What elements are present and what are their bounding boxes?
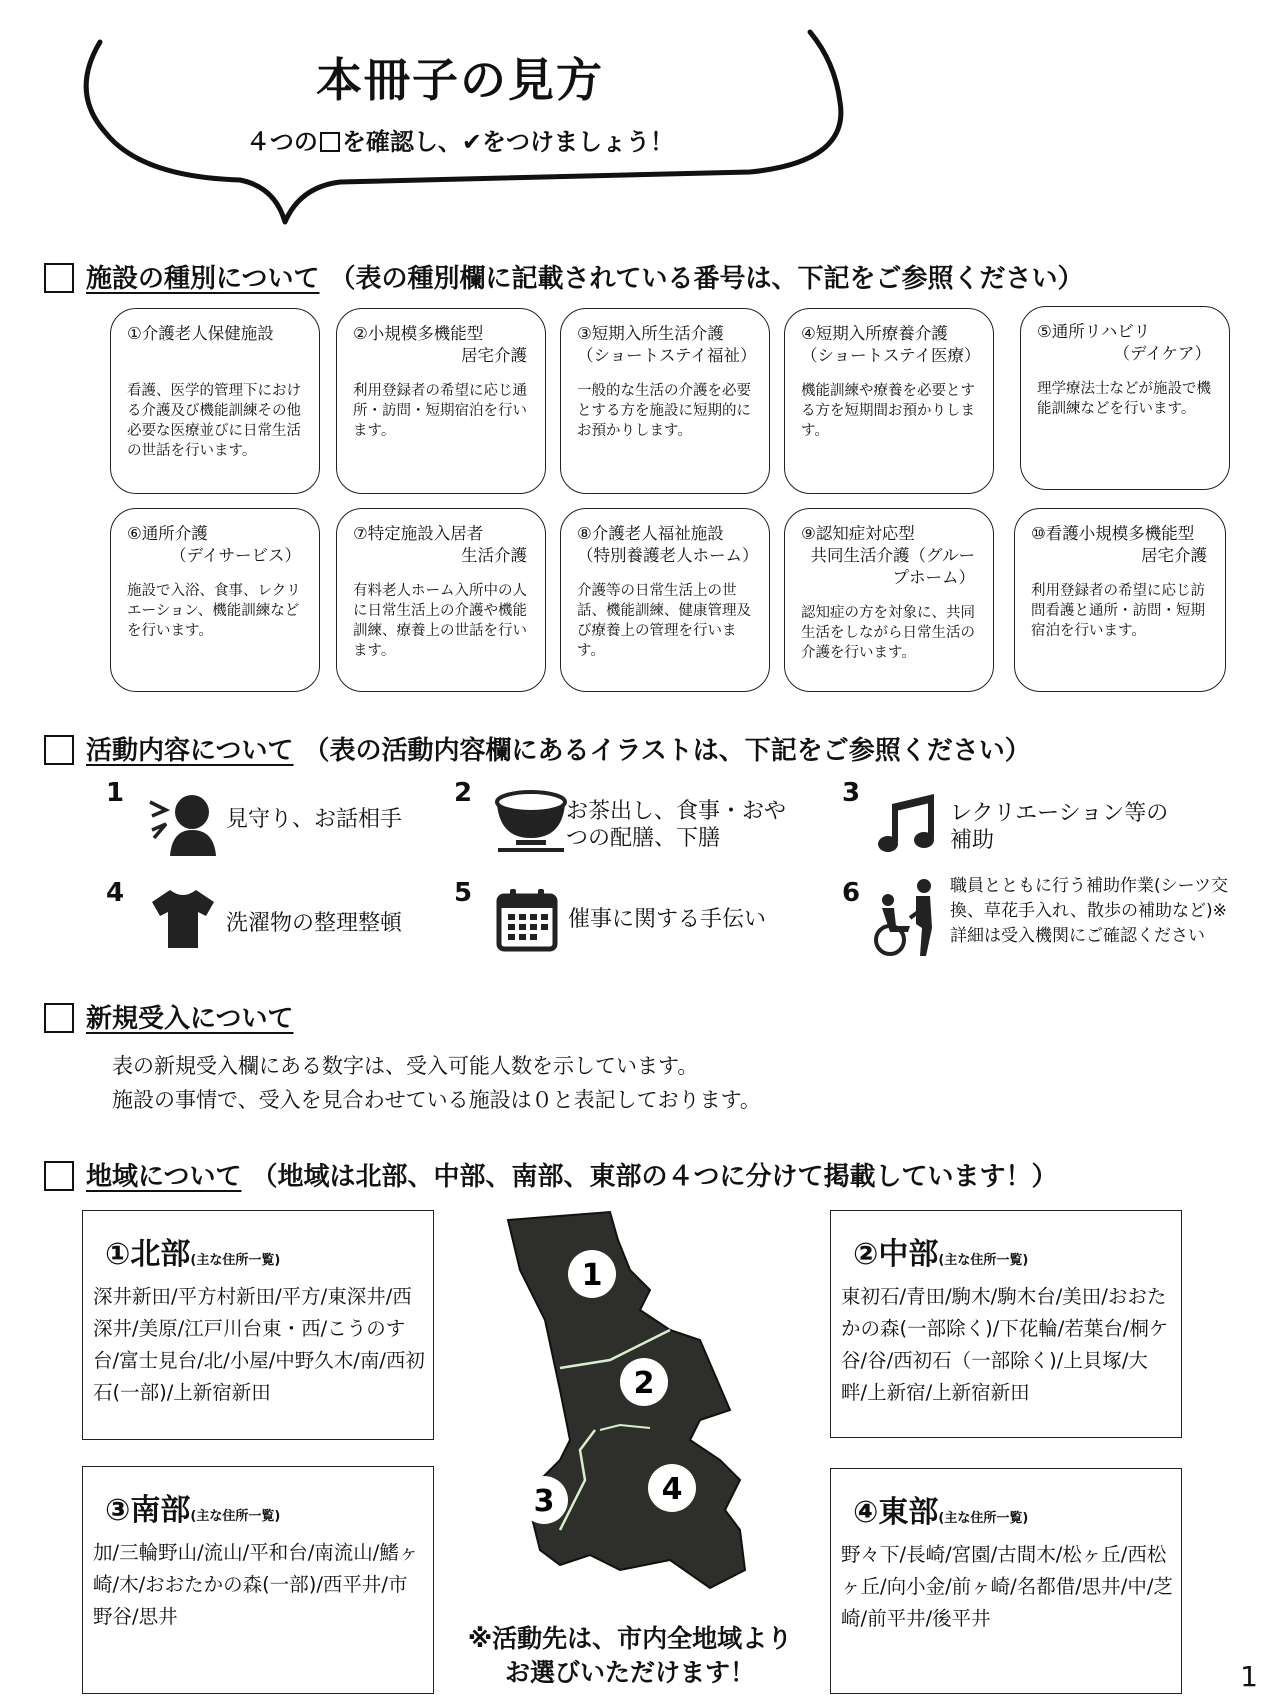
svg-text:1: 1 [581,1258,603,1293]
svg-text:2: 2 [633,1366,655,1401]
activity-text: レクリエーション等の補助 [950,801,1169,853]
activity-text: 職員とともに行う補助作業(シーツ交換、草花手入れ、散歩の補助など)※詳細は受入機関にご確認ください [950,876,1228,946]
page-title: 本冊子の見方 [316,53,604,107]
facility-type-description: 一般的な生活の介護を必要とする方を施設に短期的にお預かりします。 [577,383,751,439]
section-heading-new-accept: 新規受入について [44,998,293,1035]
facility-type-description: 施設で入浴、食事、レクリエーション、機能訓練などを行います。 [127,583,301,639]
region-box-east [830,1468,1182,1694]
music-note-icon [876,790,940,854]
activity-text: 見守り、お話相手 [226,807,403,832]
t-shirt-icon [150,888,216,950]
facility-type-card [560,308,770,494]
section-heading-regions: 地域について （地域は北部、中部、南部、東部の４つに分けて掲載しています！） [44,1156,1058,1193]
facility-type-subtitle: （デイケア） [1113,344,1211,363]
new-accept-checkbox[interactable] [44,1003,74,1033]
region-areas: 東初石/青田/駒木/駒木台/美田/おおたかの森(一部除く)/下花輪/若葉台/桐ケ谷/谷/西初石（一部除く)/上貝塚/大畔/上新宿/上新宿新田 [841,1285,1169,1404]
region-title: ②中部(主な住所一覧) [853,1237,1029,1272]
facility-type-title: ④短期入所療養介護 [801,324,948,343]
facility-type-card [336,308,546,494]
region-areas: 野々下/長崎/宮園/古間木/松ヶ丘/西松ヶ丘/向小金/前ヶ崎/名都借/思井/中/芝崎/前平井/後平井 [841,1543,1173,1630]
activity-number: 3 [842,778,861,808]
activity-number: 5 [454,878,473,908]
facility-type-subtitle: （ショートステイ医療） [801,346,981,365]
facility-type-card [784,308,994,494]
svg-text:3: 3 [533,1484,555,1519]
region-title: ④東部(主な住所一覧) [853,1495,1029,1530]
types-checkbox[interactable] [44,263,74,293]
facility-type-subtitle: 居宅介護 [461,346,527,365]
map-region-label-central [620,1358,668,1406]
page-subtitle: ４つの を確認し、✔をつけましょう！ [245,128,675,156]
facility-type-subtitle: 生活介護 [461,546,527,565]
activity-number: 4 [106,878,125,908]
facility-type-title: ③短期入所生活介護 [577,324,724,343]
map-note: ※活動先は、市内全地域より お選びいただけます！ [467,1624,793,1687]
facility-type-subtitle: （特別養護老人ホーム） [577,546,759,565]
facility-type-card [560,508,770,692]
facility-type-subtitle: （ショートステイ福祉） [577,346,757,365]
calendar-icon [496,888,558,952]
facility-type-title: ⑥通所介護 [127,524,208,543]
activity-number: 6 [842,878,861,908]
facility-type-title: ⑧介護老人福祉施設 [577,524,724,543]
facility-type-card [784,508,994,692]
new-accept-line: 表の新規受入欄にある数字は、受入可能人数を示しています。 [112,1054,699,1078]
facility-type-card [1020,306,1230,490]
region-box-north [82,1210,434,1440]
map-region-label-south [520,1476,568,1524]
svg-text:4: 4 [661,1472,683,1507]
region-box-central [830,1210,1182,1438]
facility-type-description: 看護、医学的管理下における介護及び機能訓練その他必要な医療並びに日常生活の世話を行います。 [127,383,301,459]
regions-checkbox[interactable] [44,1161,74,1191]
facility-type-card [110,308,320,494]
wheelchair-helper-icon [866,878,942,958]
facility-type-title: ①介護老人保健施設 [127,324,274,343]
facility-type-description: 認知症の方を対象に、共同生活をしながら日常生活の介護を行います。 [801,605,975,661]
activity-text: お茶出し、食事・おやつの配膳、下膳 [566,799,787,851]
facility-type-description: 機能訓練や療養を必要とする方を短期間お預かりします。 [801,383,975,439]
map-region-label-east [648,1464,696,1512]
page-number: 1 [1240,1660,1258,1693]
facility-type-subtitle: 居宅介護 [1141,546,1207,565]
rice-bowl-icon [494,790,568,856]
facility-type-card [336,508,546,692]
checkbox-glyph-icon [320,132,340,152]
facility-type-subtitle: 共同生活介護（グループホーム） [810,546,975,587]
region-map [500,1210,800,1620]
facility-type-subtitle: （デイサービス） [170,546,301,565]
facility-type-card [110,508,320,692]
talking-person-icon [148,790,218,856]
facility-type-description: 介護等の日常生活上の世話、機能訓練、健康管理及び療養上の管理を行います。 [577,583,751,659]
region-box-south [82,1466,434,1694]
region-areas: 加/三輪野山/流山/平和台/南流山/鰭ヶ崎/木/おおたかの森(一部)/西平井/市野谷/思井 [93,1541,419,1628]
facility-type-title: ⑦特定施設入居者 [353,524,484,543]
activity-number: 2 [454,778,473,808]
activity-text: 催事に関する手伝い [568,907,767,932]
facility-type-description: 利用登録者の希望に応じ通所・訪問・短期宿泊を行います。 [353,383,527,439]
facility-type-title: ⑤通所リハビリ [1037,322,1151,341]
facility-type-description: 利用登録者の希望に応じ訪問看護と通所・訪問・短期宿泊を行います。 [1031,583,1205,639]
map-region-label-north [568,1250,616,1298]
region-areas: 深井新田/平方村新田/平方/東深井/西深井/美原/江戸川台東・西/こうのす台/富士見台/北/小屋/中野久木/南/西初石(一部)/上新宿新田 [93,1285,425,1404]
section-heading-types: 施設の種別について （表の種別欄に記載されている番号は、下記をご参照ください） [44,258,1084,295]
facility-type-description: 理学療法士などが施設で機能訓練などを行います。 [1037,381,1211,417]
activity-text: 洗濯物の整理整頓 [226,911,403,936]
activity-number: 1 [106,778,125,808]
facility-type-title: ②小規模多機能型 [353,324,484,343]
new-accept-line: 施設の事情で、受入を見合わせている施設は０と表記しております。 [112,1088,761,1112]
section-heading-activities: 活動内容について （表の活動内容欄にあるイラストは、下記をご参照ください） [44,730,1031,767]
activities-checkbox[interactable] [44,735,74,765]
facility-type-description: 有料老人ホーム入所中の人に日常生活上の介護や機能訓練、療養上の世話を行います。 [353,583,527,659]
region-title: ③南部(主な住所一覧) [105,1493,281,1528]
region-title: ①北部(主な住所一覧) [105,1237,281,1272]
facility-type-card [1014,508,1226,692]
facility-type-title: ⑨認知症対応型 [801,524,915,543]
facility-type-title: ⑩看護小規模多機能型 [1031,524,1195,543]
